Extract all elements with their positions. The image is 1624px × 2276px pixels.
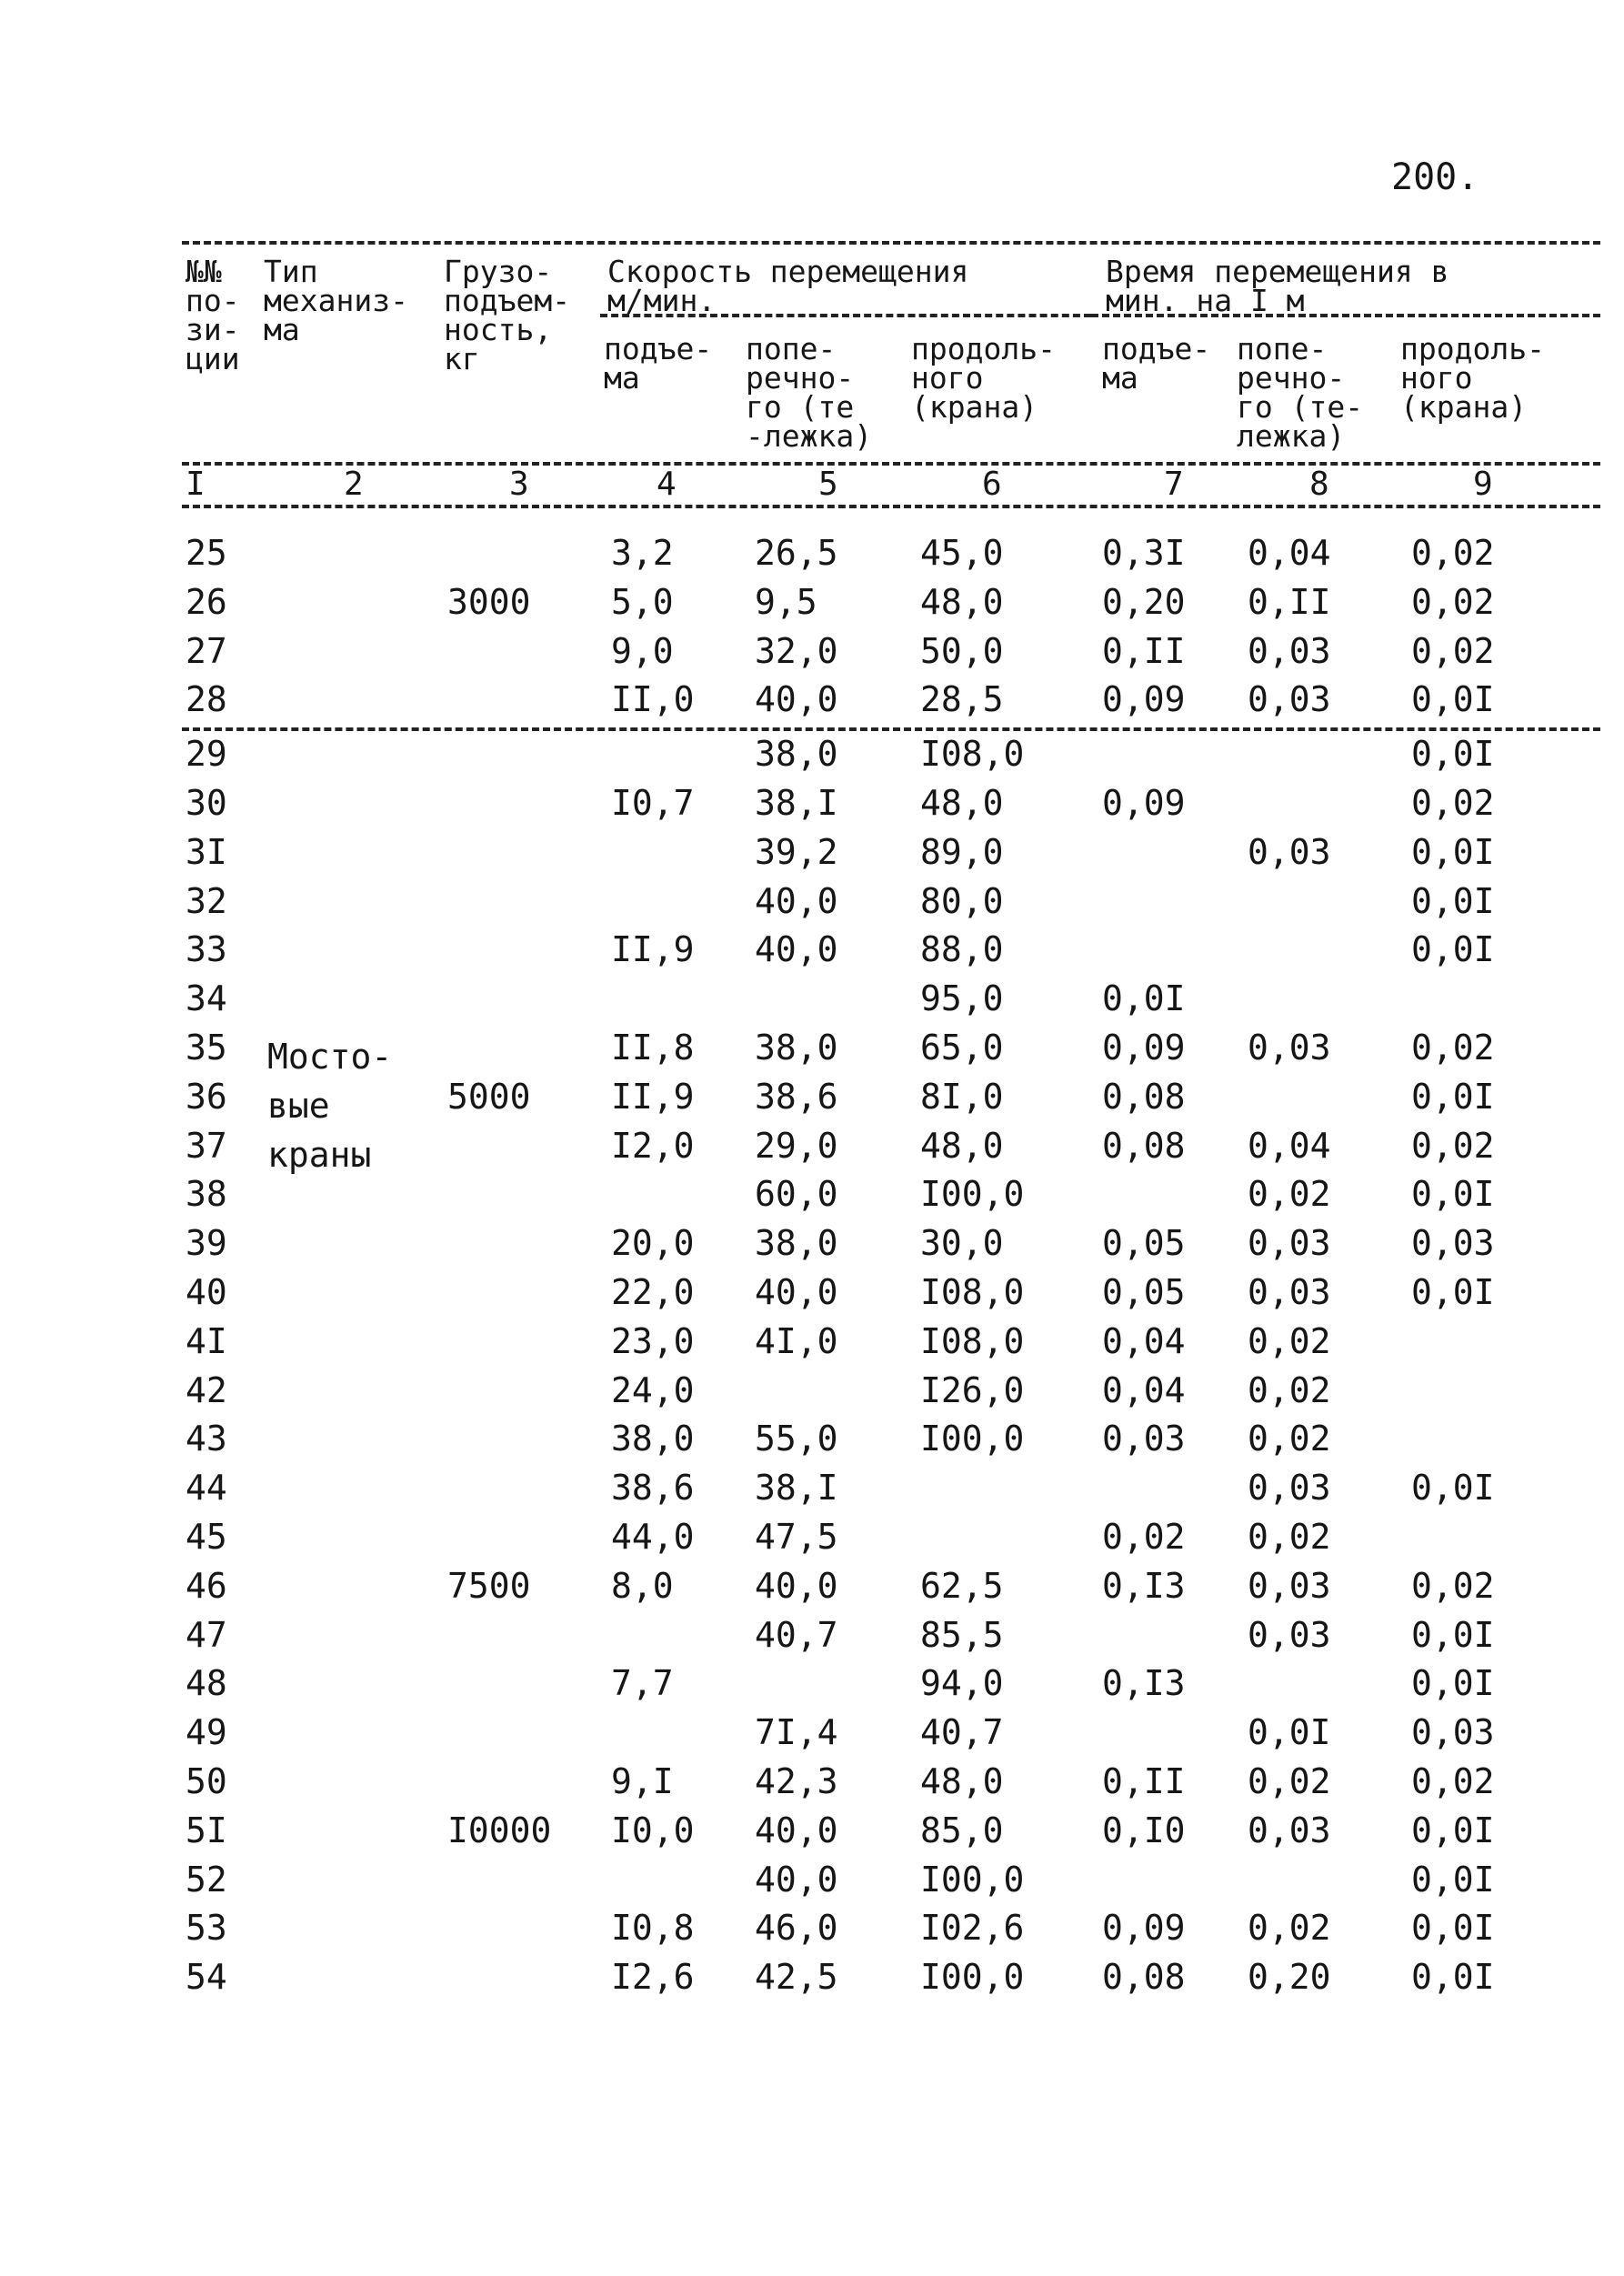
row-speed-cross: 4I,0 [755, 1321, 838, 1361]
row-position: 38 [185, 1174, 227, 1214]
table-top-rule [182, 241, 1600, 245]
row-time-lift: 0,I0 [1102, 1810, 1186, 1850]
row-speed-lift: II,9 [611, 1077, 695, 1117]
row-time-long: 0,0I [1411, 1860, 1495, 1900]
row-speed-cross: 38,0 [755, 734, 838, 774]
row-speed-long: 85,5 [920, 1615, 1004, 1655]
row-time-long: 0,03 [1411, 1223, 1495, 1263]
row-speed-long: 50,0 [920, 631, 1004, 671]
header-speed-long: продоль- ного (крана) [911, 331, 1056, 425]
header-position: №№ по- зи- ции [185, 254, 240, 376]
header-time-long: продоль- ного (крана) [1400, 331, 1545, 425]
row-speed-long: I08,0 [920, 1272, 1025, 1312]
row-time-lift: 0,I3 [1102, 1663, 1186, 1703]
row-speed-long: 95,0 [920, 978, 1004, 1018]
row-time-cross: 0,02 [1248, 1174, 1331, 1214]
row-speed-long: 40,7 [920, 1712, 1004, 1752]
row-speed-cross: 38,6 [755, 1077, 838, 1117]
row-time-cross: 0,03 [1248, 1810, 1331, 1850]
row-speed-cross: 38,I [755, 1468, 838, 1508]
row-speed-cross: 42,3 [755, 1761, 838, 1801]
header-time-lift: подъе- ма [1102, 331, 1211, 396]
row-time-lift: 0,II [1102, 1761, 1186, 1801]
row-position: 27 [185, 631, 227, 671]
row-speed-cross: 32,0 [755, 631, 838, 671]
row-time-lift: 0,04 [1102, 1321, 1186, 1361]
row-position: 44 [185, 1468, 227, 1508]
header-speed-group: Скорость перемещения м/мин. [607, 254, 969, 318]
row-position: 45 [185, 1517, 227, 1557]
row-speed-lift: 3,2 [611, 533, 674, 573]
header-speed-cross: попе- речно- го (те -лежка) [746, 331, 873, 454]
row-time-lift: 0,03 [1102, 1419, 1186, 1459]
row-speed-lift: 38,6 [611, 1468, 695, 1508]
header-time-group: Время перемещения в мин. на I м [1106, 254, 1449, 318]
row-time-long: 0,02 [1411, 1566, 1495, 1606]
row-position: 35 [185, 1028, 227, 1068]
row-time-cross: 0,04 [1248, 1126, 1331, 1166]
row-position: 42 [185, 1370, 227, 1410]
row-time-long: 0,02 [1411, 631, 1495, 671]
row-speed-cross: 38,0 [755, 1223, 838, 1263]
row-speed-lift: 44,0 [611, 1517, 695, 1557]
row-time-lift: 0,20 [1102, 582, 1186, 622]
row-time-long: 0,0I [1411, 832, 1495, 872]
row-time-cross: 0,03 [1248, 1615, 1331, 1655]
row-speed-lift: 7,7 [611, 1663, 674, 1703]
row-time-lift: 0,II [1102, 631, 1186, 671]
row-time-long: 0,02 [1411, 582, 1495, 622]
row-speed-long: I26,0 [920, 1370, 1025, 1410]
row-time-cross: 0,02 [1248, 1370, 1331, 1410]
row-speed-cross: 26,5 [755, 533, 838, 573]
row-time-lift: 0,05 [1102, 1272, 1186, 1312]
row-capacity: 3000 [447, 582, 531, 622]
row-speed-lift: II,8 [611, 1028, 695, 1068]
row-speed-cross: 40,0 [755, 881, 838, 921]
row-time-cross: 0,20 [1248, 1957, 1331, 1997]
header-capacity: Грузо- подъем- ность, кг [444, 254, 571, 376]
row-speed-long: 89,0 [920, 832, 1004, 872]
column-number-rule [182, 505, 1600, 508]
row-position: 28 [185, 679, 227, 719]
row-speed-lift: 5,0 [611, 582, 674, 622]
header-time-cross: попе- речно- го (те- лежка) [1237, 331, 1364, 454]
row-time-lift: 0,08 [1102, 1126, 1186, 1166]
row-speed-long: 45,0 [920, 533, 1004, 573]
row-position: 5I [185, 1810, 227, 1850]
row-speed-long: I00,0 [920, 1174, 1025, 1214]
row-speed-lift: II,9 [611, 929, 695, 969]
row-speed-long: I08,0 [920, 734, 1025, 774]
row-speed-long: 48,0 [920, 1761, 1004, 1801]
row-time-lift: 0,0I [1102, 978, 1186, 1018]
row-time-cross: 0,03 [1248, 1566, 1331, 1606]
row-time-long: 0,0I [1411, 1663, 1495, 1703]
group-separator-rule [182, 727, 1600, 731]
row-time-long: 0,0I [1411, 734, 1495, 774]
row-position: 3I [185, 832, 227, 872]
row-time-lift: 0,05 [1102, 1223, 1186, 1263]
row-time-long: 0,0I [1411, 1908, 1495, 1948]
row-speed-long: 65,0 [920, 1028, 1004, 1068]
row-speed-cross: 46,0 [755, 1908, 838, 1948]
row-time-lift: 0,09 [1102, 1028, 1186, 1068]
row-time-lift: 0,08 [1102, 1077, 1186, 1117]
row-speed-cross: 29,0 [755, 1126, 838, 1166]
row-speed-cross: 9,5 [755, 582, 817, 622]
row-speed-long: I00,0 [920, 1419, 1025, 1459]
row-speed-long: 85,0 [920, 1810, 1004, 1850]
row-time-long: 0,0I [1411, 1615, 1495, 1655]
col-number: 4 [657, 466, 677, 503]
row-speed-lift: 22,0 [611, 1272, 695, 1312]
row-speed-lift: 9,I [611, 1761, 674, 1801]
row-speed-long: 62,5 [920, 1566, 1004, 1606]
row-time-long: 0,0I [1411, 1957, 1495, 1997]
mechanism-type-line: краны [267, 1135, 372, 1175]
row-speed-cross: 40,0 [755, 1810, 838, 1850]
col-number: 7 [1164, 466, 1184, 503]
row-position: 48 [185, 1663, 227, 1703]
row-speed-cross: 40,7 [755, 1615, 838, 1655]
row-speed-long: I08,0 [920, 1321, 1025, 1361]
row-position: 32 [185, 881, 227, 921]
row-time-long: 0,0I [1411, 679, 1495, 719]
row-time-lift: 0,02 [1102, 1517, 1186, 1557]
row-time-lift: 0,08 [1102, 1957, 1186, 1997]
header-speed-lift: подъе- ма [604, 331, 713, 396]
row-speed-long: 80,0 [920, 881, 1004, 921]
row-time-cross: 0,03 [1248, 1223, 1331, 1263]
row-position: 40 [185, 1272, 227, 1312]
row-speed-long: 94,0 [920, 1663, 1004, 1703]
row-position: 30 [185, 783, 227, 823]
row-speed-cross: 47,5 [755, 1517, 838, 1557]
row-speed-long: 8I,0 [920, 1077, 1004, 1117]
row-time-cross: 0,03 [1248, 631, 1331, 671]
row-position: 34 [185, 978, 227, 1018]
row-time-lift: 0,09 [1102, 679, 1186, 719]
row-time-long: 0,0I [1411, 1468, 1495, 1508]
row-time-lift: 0,I3 [1102, 1566, 1186, 1606]
row-position: 54 [185, 1957, 227, 1997]
row-time-long: 0,02 [1411, 783, 1495, 823]
row-position: 47 [185, 1615, 227, 1655]
row-position: 29 [185, 734, 227, 774]
row-speed-lift: 24,0 [611, 1370, 695, 1410]
row-time-long: 0,03 [1411, 1712, 1495, 1752]
row-speed-cross: 38,0 [755, 1028, 838, 1068]
header-bottom-rule [182, 462, 1600, 466]
row-time-cross: 0,03 [1248, 832, 1331, 872]
row-speed-lift: I2,6 [611, 1957, 695, 1997]
row-time-long: 0,0I [1411, 1174, 1495, 1214]
row-time-cross: 0,02 [1248, 1321, 1331, 1361]
row-speed-long: 48,0 [920, 783, 1004, 823]
row-time-cross: 0,02 [1248, 1908, 1331, 1948]
row-position: 52 [185, 1860, 227, 1900]
row-capacity: I0000 [447, 1810, 552, 1850]
row-speed-lift: 38,0 [611, 1419, 695, 1459]
row-speed-cross: 40,0 [755, 1566, 838, 1606]
page-number: 200. [1391, 156, 1479, 198]
row-speed-long: 28,5 [920, 679, 1004, 719]
col-number: 3 [509, 466, 529, 503]
row-time-cross: 0,0I [1248, 1712, 1331, 1752]
row-time-lift: 0,3I [1102, 533, 1186, 573]
row-speed-cross: 60,0 [755, 1174, 838, 1214]
row-speed-long: I02,6 [920, 1908, 1025, 1948]
row-speed-long: I00,0 [920, 1860, 1025, 1900]
row-speed-cross: 39,2 [755, 832, 838, 872]
row-time-long: 0,0I [1411, 929, 1495, 969]
row-time-long: 0,02 [1411, 1028, 1495, 1068]
row-position: 39 [185, 1223, 227, 1263]
row-position: 49 [185, 1712, 227, 1752]
row-time-long: 0,0I [1411, 881, 1495, 921]
col-number: 9 [1473, 466, 1493, 503]
row-time-cross: 0,II [1248, 582, 1331, 622]
col-number: I [185, 466, 206, 503]
row-time-long: 0,0I [1411, 1810, 1495, 1850]
row-position: 43 [185, 1419, 227, 1459]
row-speed-cross: 40,0 [755, 1860, 838, 1900]
row-speed-long: 48,0 [920, 582, 1004, 622]
row-time-lift: 0,09 [1102, 1908, 1186, 1948]
row-speed-cross: 40,0 [755, 679, 838, 719]
row-speed-long: 30,0 [920, 1223, 1004, 1263]
row-time-cross: 0,02 [1248, 1761, 1331, 1801]
row-speed-long: 88,0 [920, 929, 1004, 969]
row-speed-lift: I0,7 [611, 783, 695, 823]
row-speed-lift: 23,0 [611, 1321, 695, 1361]
row-time-cross: 0,03 [1248, 1272, 1331, 1312]
row-time-long: 0,0I [1411, 1077, 1495, 1117]
mechanism-type-line: вые [267, 1086, 330, 1126]
row-time-cross: 0,02 [1248, 1419, 1331, 1459]
row-speed-cross: 42,5 [755, 1957, 838, 1997]
row-time-cross: 0,04 [1248, 533, 1331, 573]
row-time-cross: 0,03 [1248, 679, 1331, 719]
row-time-lift: 0,04 [1102, 1370, 1186, 1410]
row-speed-lift: II,0 [611, 679, 695, 719]
row-time-lift: 0,09 [1102, 783, 1186, 823]
col-number: 6 [982, 466, 1002, 503]
row-position: 25 [185, 533, 227, 573]
row-capacity: 7500 [447, 1566, 531, 1606]
mechanism-type-line: Мосто- [267, 1037, 393, 1077]
row-position: 46 [185, 1566, 227, 1606]
row-speed-lift: I0,0 [611, 1810, 695, 1850]
row-position: 4I [185, 1321, 227, 1361]
row-position: 26 [185, 582, 227, 622]
row-position: 53 [185, 1908, 227, 1948]
row-position: 37 [185, 1126, 227, 1166]
row-speed-lift: 20,0 [611, 1223, 695, 1263]
row-speed-lift: 9,0 [611, 631, 674, 671]
row-speed-long: I00,0 [920, 1957, 1025, 1997]
col-number: 2 [344, 466, 364, 503]
header-mechanism-type: Тип механиз- ма [264, 254, 408, 347]
row-time-long: 0,02 [1411, 533, 1495, 573]
row-speed-cross: 38,I [755, 783, 838, 823]
row-time-long: 0,0I [1411, 1272, 1495, 1312]
row-time-long: 0,02 [1411, 1126, 1495, 1166]
row-time-long: 0,02 [1411, 1761, 1495, 1801]
row-time-cross: 0,02 [1248, 1517, 1331, 1557]
row-time-cross: 0,03 [1248, 1028, 1331, 1068]
row-speed-cross: 55,0 [755, 1419, 838, 1459]
row-speed-lift: I2,0 [611, 1126, 695, 1166]
row-speed-long: 48,0 [920, 1126, 1004, 1166]
col-number: 5 [818, 466, 838, 503]
row-time-cross: 0,03 [1248, 1468, 1331, 1508]
row-position: 50 [185, 1761, 227, 1801]
row-speed-lift: 8,0 [611, 1566, 674, 1606]
row-speed-cross: 40,0 [755, 1272, 838, 1312]
row-position: 33 [185, 929, 227, 969]
row-speed-cross: 7I,4 [755, 1712, 838, 1752]
row-speed-cross: 40,0 [755, 929, 838, 969]
row-speed-lift: I0,8 [611, 1908, 695, 1948]
row-capacity: 5000 [447, 1077, 531, 1117]
col-number: 8 [1309, 466, 1329, 503]
row-position: 36 [185, 1077, 227, 1117]
